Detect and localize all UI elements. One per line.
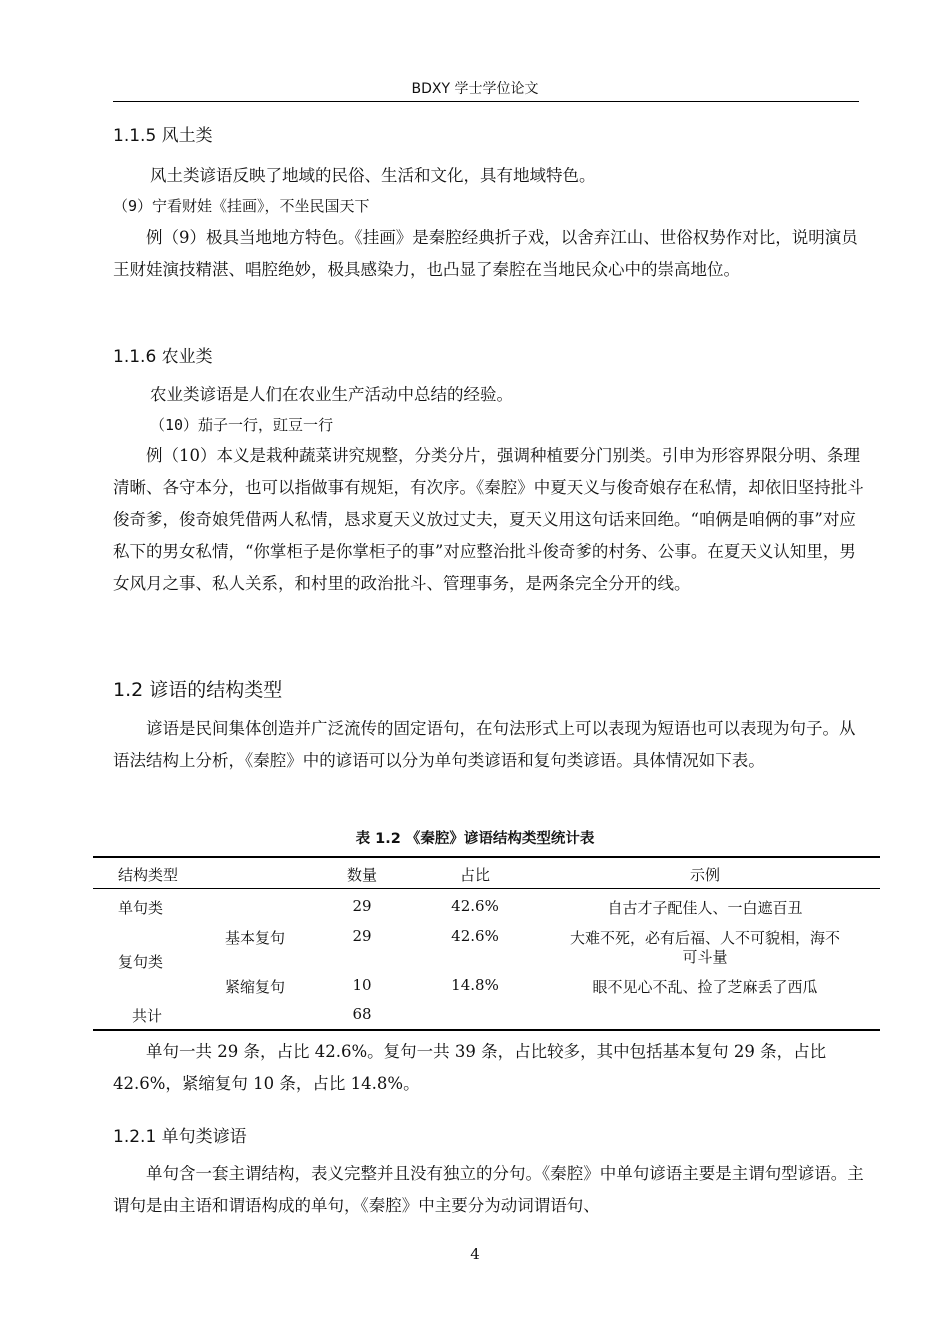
table-header-pct: 占比 — [459, 866, 490, 884]
page-number: 4 — [470, 1245, 480, 1263]
table-row-single-count: 29 — [352, 897, 372, 915]
table-top-rule — [93, 856, 880, 858]
table-header-count: 数量 — [346, 866, 377, 884]
example-9-analysis: 例（9）极具当地地方特色。《挂画》是秦腔经典折子戏，以舍弃江山、世俗权势作对比，说明演员王财娃演技精湛、唱腔绝妙，极具感染力，也凸显了秦腔在当地民众心中的崇高地位。 — [113, 228, 858, 279]
table-header-example: 示例 — [689, 866, 720, 884]
table-summary: 单句一共 29 条，占比 42.6%。复句一共 39 条，占比较多，其中包括基本复句 29 条，占比 42.6%，紧缩复句 10 条，占比 14.8%。 — [113, 1042, 827, 1093]
header-rule — [113, 101, 859, 102]
section-1-1-6-intro: 农业类谚语是人们在农业生产活动中总结的经验。 — [150, 385, 513, 404]
example-10: （10）茄子一行，豇豆一行 — [150, 416, 334, 434]
table-row-compressed-example: 眼不见心不乱、捡了芝麻丢了西瓜 — [592, 978, 818, 996]
table-row-single-type: 单句类 — [118, 899, 164, 917]
table-row-compressed-subtype: 紧缩复句 — [224, 978, 285, 996]
table-row-single-pct: 42.6% — [451, 897, 499, 915]
section-1-2-1-intro: 单句含一套主谓结构，表义完整并且没有独立的分句。《秦腔》中单句谚语主要是主谓句型谚语。主谓句是由主语和谓语构成的单句，《秦腔》中主要分为动词谓语句、 — [113, 1164, 864, 1215]
table-row-single-example: 自古才子配佳人、一白遮百丑 — [607, 899, 803, 917]
section-heading-1-2: 1.2 谚语的结构类型 — [113, 679, 283, 701]
example-9: （9）宁看财娃《挂画》，不坐民国天下 — [113, 197, 370, 215]
table-row-total-count: 68 — [352, 1005, 372, 1023]
section-heading-1-1-5: 1.1.5 风土类 — [113, 126, 213, 146]
running-header: BDXY 学士学位论文 — [411, 81, 539, 97]
table-row-basic-subtype: 基本复句 — [224, 929, 285, 947]
table-header-type: 结构类型 — [118, 866, 179, 884]
table-row-basic-example-line1: 大难不死，必有后福、人不可貌相，海不 — [569, 929, 840, 947]
table-caption: 表 1.2 《秦腔》谚语结构类型统计表 — [355, 831, 595, 847]
section-1-1-5-intro: 风土类谚语反映了地域的民俗、生活和文化，具有地域特色。 — [150, 166, 596, 185]
example-10-analysis: 例（10）本义是栽种蔬菜讲究规整，分类分片，强调种植要分门别类。引申为形容界限分明、条理清晰、各守本分，也可以指做事有规矩，有次序。《秦腔》中夏天义与俊奇娘存在私情，却依旧坚持批斗俊奇爹，俊奇娘凭借两人私情，恳求夏天义放过丈夫，夏天义用这句话来回绝。“咱俩是咱俩的事”对应私下的男女私情，“你掌柜子是你掌柜子的事”对应整治批斗俊奇爹的村务、公事。在夏天义认知里，男女风月之事、私人关系，和村里的政治批斗、管理事务，是两条完全分开的线。 — [113, 446, 864, 593]
table-row-basic-pct: 42.6% — [451, 927, 499, 945]
table-header-rule — [93, 888, 880, 889]
table-row-compressed-pct: 14.8% — [451, 976, 499, 994]
table-bottom-rule — [93, 1029, 880, 1031]
section-heading-1-1-6: 1.1.6 农业类 — [113, 347, 213, 367]
table-row-basic-example-line2: 可斗量 — [682, 948, 728, 966]
table-row-basic-count: 29 — [352, 927, 372, 945]
section-1-2-intro: 谚语是民间集体创造并广泛流传的固定语句，在句法形式上可以表现为短语也可以表现为句子。从语法结构上分析，《秦腔》中的谚语可以分为单句类谚语和复句类谚语。具体情况如下表。 — [113, 719, 856, 770]
table-row-total-type: 共计 — [132, 1007, 163, 1025]
section-heading-1-2-1: 1.2.1 单句类谚语 — [113, 1127, 247, 1147]
table-row-compound-type: 复句类 — [118, 953, 164, 971]
table-row-compressed-count: 10 — [352, 976, 372, 994]
